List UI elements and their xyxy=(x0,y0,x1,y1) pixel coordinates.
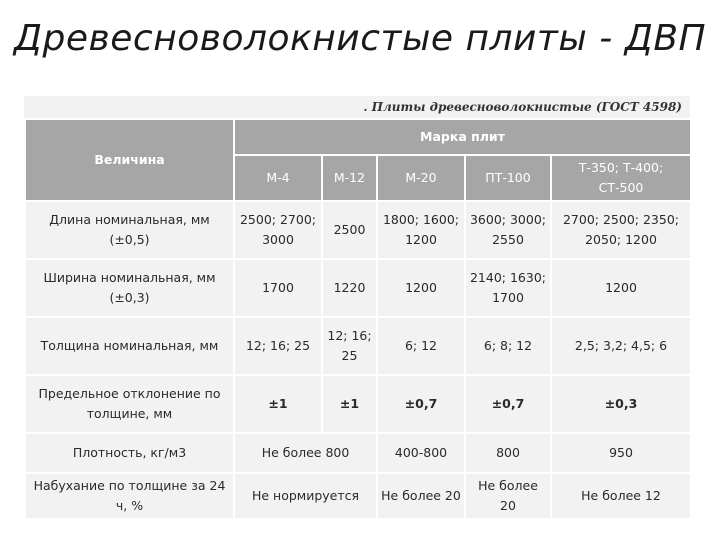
row-label-length: Длина номинальная, мм (±0,5) xyxy=(25,201,234,259)
cell-length-m4: 2500; 2700; 3000 xyxy=(234,201,322,259)
header-grade-m12: М-12 xyxy=(322,155,377,201)
cell-deviation-m12: ±1 xyxy=(322,375,377,433)
cell-thickness-m12: 12; 16; 25 xyxy=(322,317,377,375)
cell-width-m20: 1200 xyxy=(377,259,465,317)
table-row-deviation xyxy=(25,375,691,433)
cell-length-pt100: 3600; 3000; 2550 xyxy=(465,201,551,259)
cell-swelling-m4-m12: Не нормируется xyxy=(234,473,377,519)
row-label-density: Плотность, кг/м3 xyxy=(25,433,234,473)
cell-deviation-t: ±0,3 xyxy=(551,375,691,433)
cell-density-m4-m12: Не более 800 xyxy=(234,433,377,473)
table-row-density xyxy=(25,433,691,473)
row-label-thickness: Толщина номинальная, мм xyxy=(25,317,234,375)
cell-width-t: 1200 xyxy=(551,259,691,317)
table-row-thickness xyxy=(25,317,691,375)
cell-thickness-m20: 6; 12 xyxy=(377,317,465,375)
cell-swelling-pt100: Не более 20 xyxy=(465,473,551,519)
table-row-length xyxy=(25,201,691,259)
row-label-width: Ширина номинальная, мм (±0,3) xyxy=(25,259,234,317)
table-row-swelling xyxy=(25,473,691,519)
cell-width-pt100: 2140; 1630; 1700 xyxy=(465,259,551,317)
cell-width-m4: 1700 xyxy=(234,259,322,317)
cell-swelling-t: Не более 12 xyxy=(551,473,691,519)
cell-deviation-m20: ±0,7 xyxy=(377,375,465,433)
header-grade-t: Т-350; Т-400; СТ-500 xyxy=(551,155,691,201)
cell-width-m12: 1220 xyxy=(322,259,377,317)
cell-deviation-m4: ±1 xyxy=(234,375,322,433)
cell-swelling-m20: Не более 20 xyxy=(377,473,465,519)
cell-thickness-pt100: 6; 8; 12 xyxy=(465,317,551,375)
specs-table-container xyxy=(24,96,690,513)
cell-thickness-t: 2,5; 3,2; 4,5; 6 xyxy=(551,317,691,375)
cell-density-t: 950 xyxy=(551,433,691,473)
cell-length-t: 2700; 2500; 2350; 2050; 1200 xyxy=(551,201,691,259)
cell-density-m20: 400-800 xyxy=(377,433,465,473)
cell-deviation-pt100: ±0,7 xyxy=(465,375,551,433)
header-grade-m4: М-4 xyxy=(234,155,322,201)
header-param: Величина xyxy=(25,119,234,201)
cell-length-m20: 1800; 1600; 1200 xyxy=(377,201,465,259)
row-label-deviation: Предельное отклонение по толщине, мм xyxy=(25,375,234,433)
header-grade-m20: М-20 xyxy=(377,155,465,201)
cell-thickness-m4: 12; 16; 25 xyxy=(234,317,322,375)
header-row-group xyxy=(25,119,691,155)
header-grade-pt100: ПТ-100 xyxy=(465,155,551,201)
row-label-swelling: Набухание по толщине за 24 ч, % xyxy=(25,473,234,519)
slide-title: Древесноволокнистые плиты - ДВП xyxy=(13,18,707,59)
fiberboard-specs-table xyxy=(24,118,692,520)
cell-density-pt100: 800 xyxy=(465,433,551,473)
table-caption: . Плиты древесноволокнистые (ГОСТ 4598) xyxy=(363,100,682,114)
cell-length-m12: 2500 xyxy=(322,201,377,259)
header-grade-group: Марка плит xyxy=(234,119,691,155)
table-row-width xyxy=(25,259,691,317)
